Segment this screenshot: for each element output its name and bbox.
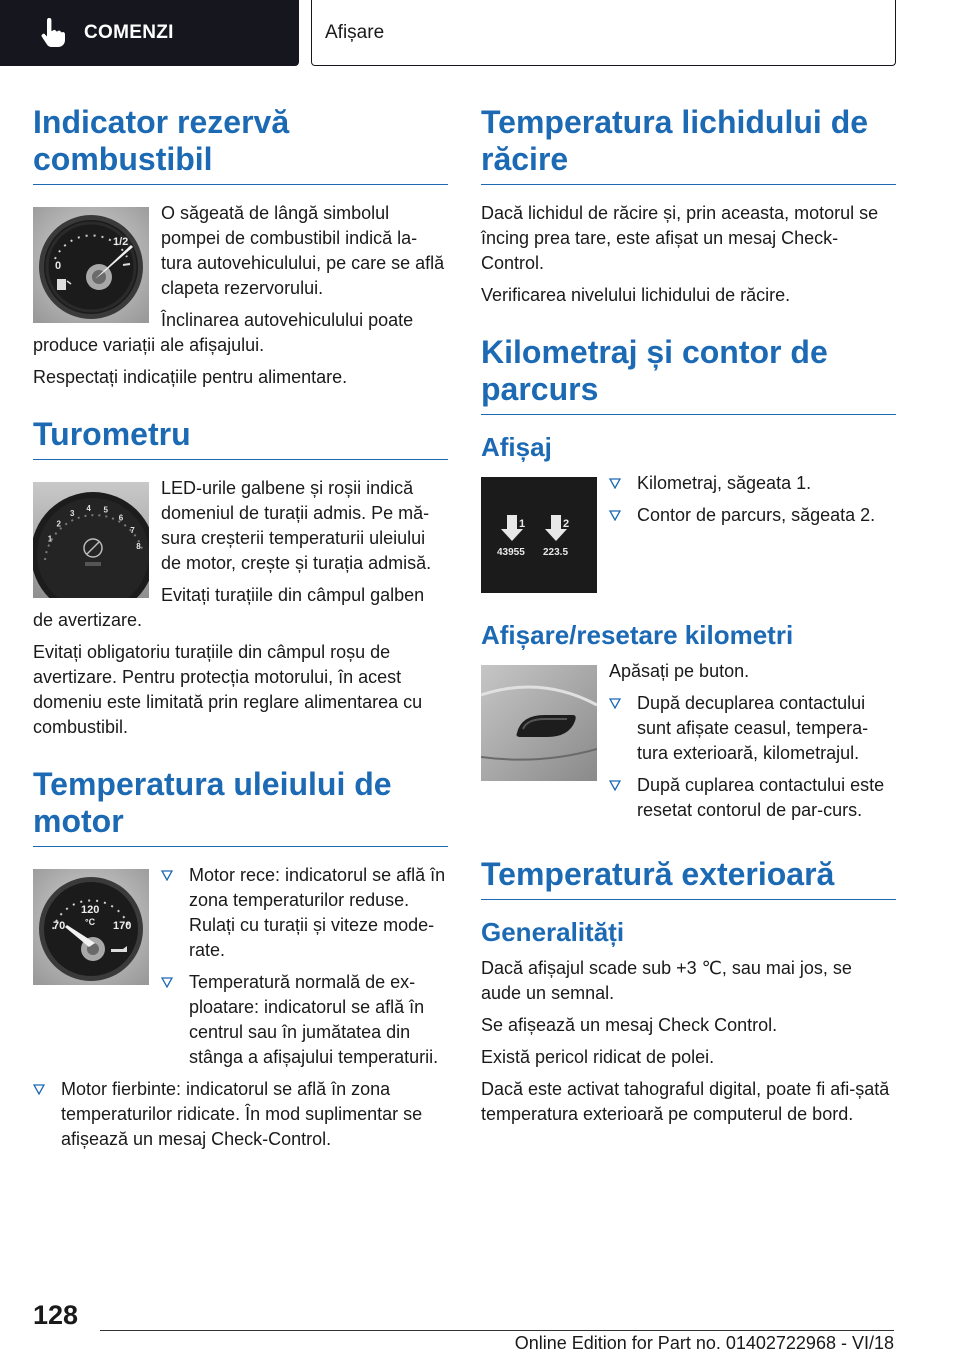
- list-item: [33, 1077, 448, 1152]
- reset-list: [609, 691, 896, 830]
- oil-list-a: [161, 863, 448, 1077]
- oil-gauge-image: [33, 869, 149, 985]
- tacho-section: [33, 416, 448, 740]
- left-column: [33, 104, 448, 1159]
- oil-list-b: [33, 1077, 448, 1152]
- general-subheading: Generalități: [481, 917, 625, 947]
- fuel-heading: Indicator rezervă combustibil: [33, 104, 448, 185]
- oil-item-2: Temperatură normală de ex-ploatare: indicatorul se află în centrul sau în jumătatea din stânga a afișajului temperaturii.: [189, 972, 439, 1067]
- bullet-triangle-icon: [609, 779, 621, 791]
- fuel-gauge-half-label: 1/2: [113, 236, 129, 248]
- edition-note: Online Edition for Part no. 01402722968 - VI/18: [514, 1333, 894, 1353]
- odometer-arrow-2-label: 2: [563, 518, 570, 530]
- page-footer: [0, 1300, 960, 1362]
- section-tab[interactable]: [311, 0, 896, 66]
- display-item-2: Contor de parcurs, săgeata 2.: [637, 505, 876, 525]
- right-column: [481, 104, 896, 1134]
- footer-rule: [100, 1330, 894, 1331]
- bullet-triangle-icon: [609, 697, 621, 709]
- bullet-triangle-icon: [161, 869, 173, 881]
- odometer-arrow-1-label: 1: [519, 518, 526, 530]
- oil-item-1: Motor rece: indicatorul se află în zona temperaturilor reduse. Rulați cu turații și viteze mode-rate.: [189, 865, 446, 960]
- fuel-paragraph-1: O săgeată de lângă simbolul pompei de combustibil indică la-tura autovehiculului, pe care se află clapeta rezervorului.: [161, 203, 445, 298]
- outside-temp-heading: Temperatură exterioară: [481, 856, 896, 900]
- reset-item-2: După cuplarea contactului este resetat contorul de par-curs.: [637, 775, 885, 820]
- coolant-heading: Temperatura lichidului de răcire: [481, 104, 896, 185]
- fuel-paragraph-3: Respectați indicațiile pentru alimentare.: [33, 367, 348, 387]
- outside-paragraph-2: Se afișează un mesaj Check Control.: [481, 1015, 778, 1035]
- list-item: [609, 471, 896, 496]
- trip-value: 223.5: [543, 547, 569, 558]
- tachometer-tick-label: 1: [47, 534, 53, 544]
- list-item: [609, 773, 896, 823]
- odometer-value: 43955: [497, 547, 525, 558]
- tachometer-tick-label: 5: [103, 505, 108, 515]
- display-subheading: Afișaj: [481, 432, 552, 462]
- odometer-section: [481, 334, 896, 830]
- reset-item-1: După decuplarea contactului sunt afișate ceasul, tempera-tura exterioară, kilometrajul.: [637, 693, 869, 763]
- reset-button-image: [481, 665, 597, 781]
- tachometer-image: [33, 482, 149, 598]
- display-item-1: Kilometraj, săgeata 1.: [637, 473, 812, 493]
- tachometer-tick-label: 2: [56, 519, 61, 529]
- coolant-paragraph-1: Dacă lichidul de răcire și, prin aceasta, motorul se încing prea tare, este afișat un mesaj Check-Control.: [481, 203, 879, 273]
- coolant-paragraph-2: Verificarea nivelului lichidului de răcire.: [481, 285, 791, 305]
- oil-heading: Temperatura uleiului de motor: [33, 766, 448, 847]
- tacho-heading: Turometru: [33, 416, 448, 460]
- list-item: [609, 503, 896, 528]
- fuel-gauge-image: [33, 207, 149, 323]
- oil-gauge-mid-label: 120: [81, 904, 100, 916]
- tachometer-tick-label: 3: [70, 509, 75, 519]
- outside-paragraph-4: Dacă este activat tahograful digital, poate fi afi-șată temperatura exterioară pe computerul de bord.: [481, 1079, 890, 1124]
- outside-paragraph-1: Dacă afișajul scade sub +3 ℃, sau mai jos, se aude un semnal.: [481, 958, 852, 1003]
- bullet-triangle-icon: [33, 1083, 45, 1095]
- display-list: [609, 471, 896, 535]
- odometer-heading: Kilometraj și contor de parcurs: [481, 334, 896, 415]
- tachometer-tick-label: 6: [118, 513, 124, 523]
- press-paragraph: Apăsați pe buton.: [609, 661, 750, 681]
- chapter-tab[interactable]: [0, 0, 299, 66]
- chapter-tab-label: COMENZI: [84, 22, 174, 43]
- bullet-triangle-icon: [161, 976, 173, 988]
- tachometer-tick-label: 8: [136, 542, 141, 551]
- oil-gauge-high-label: 170: [113, 920, 132, 932]
- bullet-triangle-icon: [609, 509, 621, 521]
- fuel-gauge-zero-label: 0: [55, 260, 62, 272]
- oil-gauge-unit-label: °C: [85, 917, 96, 927]
- list-item: [161, 863, 448, 963]
- oil-section: [33, 766, 448, 1152]
- coolant-section: [481, 104, 896, 308]
- list-item: [161, 970, 448, 1070]
- fuel-section: [33, 104, 448, 390]
- tachometer-tick-label: 7: [130, 526, 135, 535]
- fuel-paragraph-2: Înclinarea autovehiculului poate produce variații ale afișajului.: [33, 310, 414, 355]
- page-header: [0, 0, 960, 66]
- page-number: 128: [33, 1300, 79, 1330]
- reset-subheading: Afișare/resetare kilometri: [481, 620, 794, 650]
- oil-item-3: Motor fierbinte: indicatorul se află în zona temperaturilor ridicate. În mod suplimentar se afișează un mesaj Check-Control.: [61, 1079, 423, 1149]
- odometer-display-image: [481, 477, 597, 593]
- tacho-paragraph-1: LED-urile galbene și roșii indică domeniul de turații admis. Pe mă-sura creșterii temperaturii uleiului de motor, crește și turația admisă.: [161, 478, 432, 573]
- outside-paragraph-3: Există pericol ridicat de polei.: [481, 1047, 715, 1067]
- outside-temp-section: [481, 856, 896, 1127]
- hand-pointer-icon: [40, 18, 66, 48]
- tacho-paragraph-3: Evitați obligatoriu turațiile din câmpul roșu de avertizare. Pentru protecția motorului, în acest domeniu este limitată prin reglare alimentarea cu combustibil.: [33, 642, 423, 737]
- list-item: [609, 691, 896, 766]
- oil-gauge-low-label: 70: [53, 920, 66, 932]
- section-tab-label: Afișare: [325, 21, 385, 43]
- tacho-paragraph-2: Evitați turațiile din câmpul galben de avertizare.: [33, 585, 425, 630]
- tachometer-tick-label: 4: [86, 504, 91, 514]
- bullet-triangle-icon: [609, 477, 621, 489]
